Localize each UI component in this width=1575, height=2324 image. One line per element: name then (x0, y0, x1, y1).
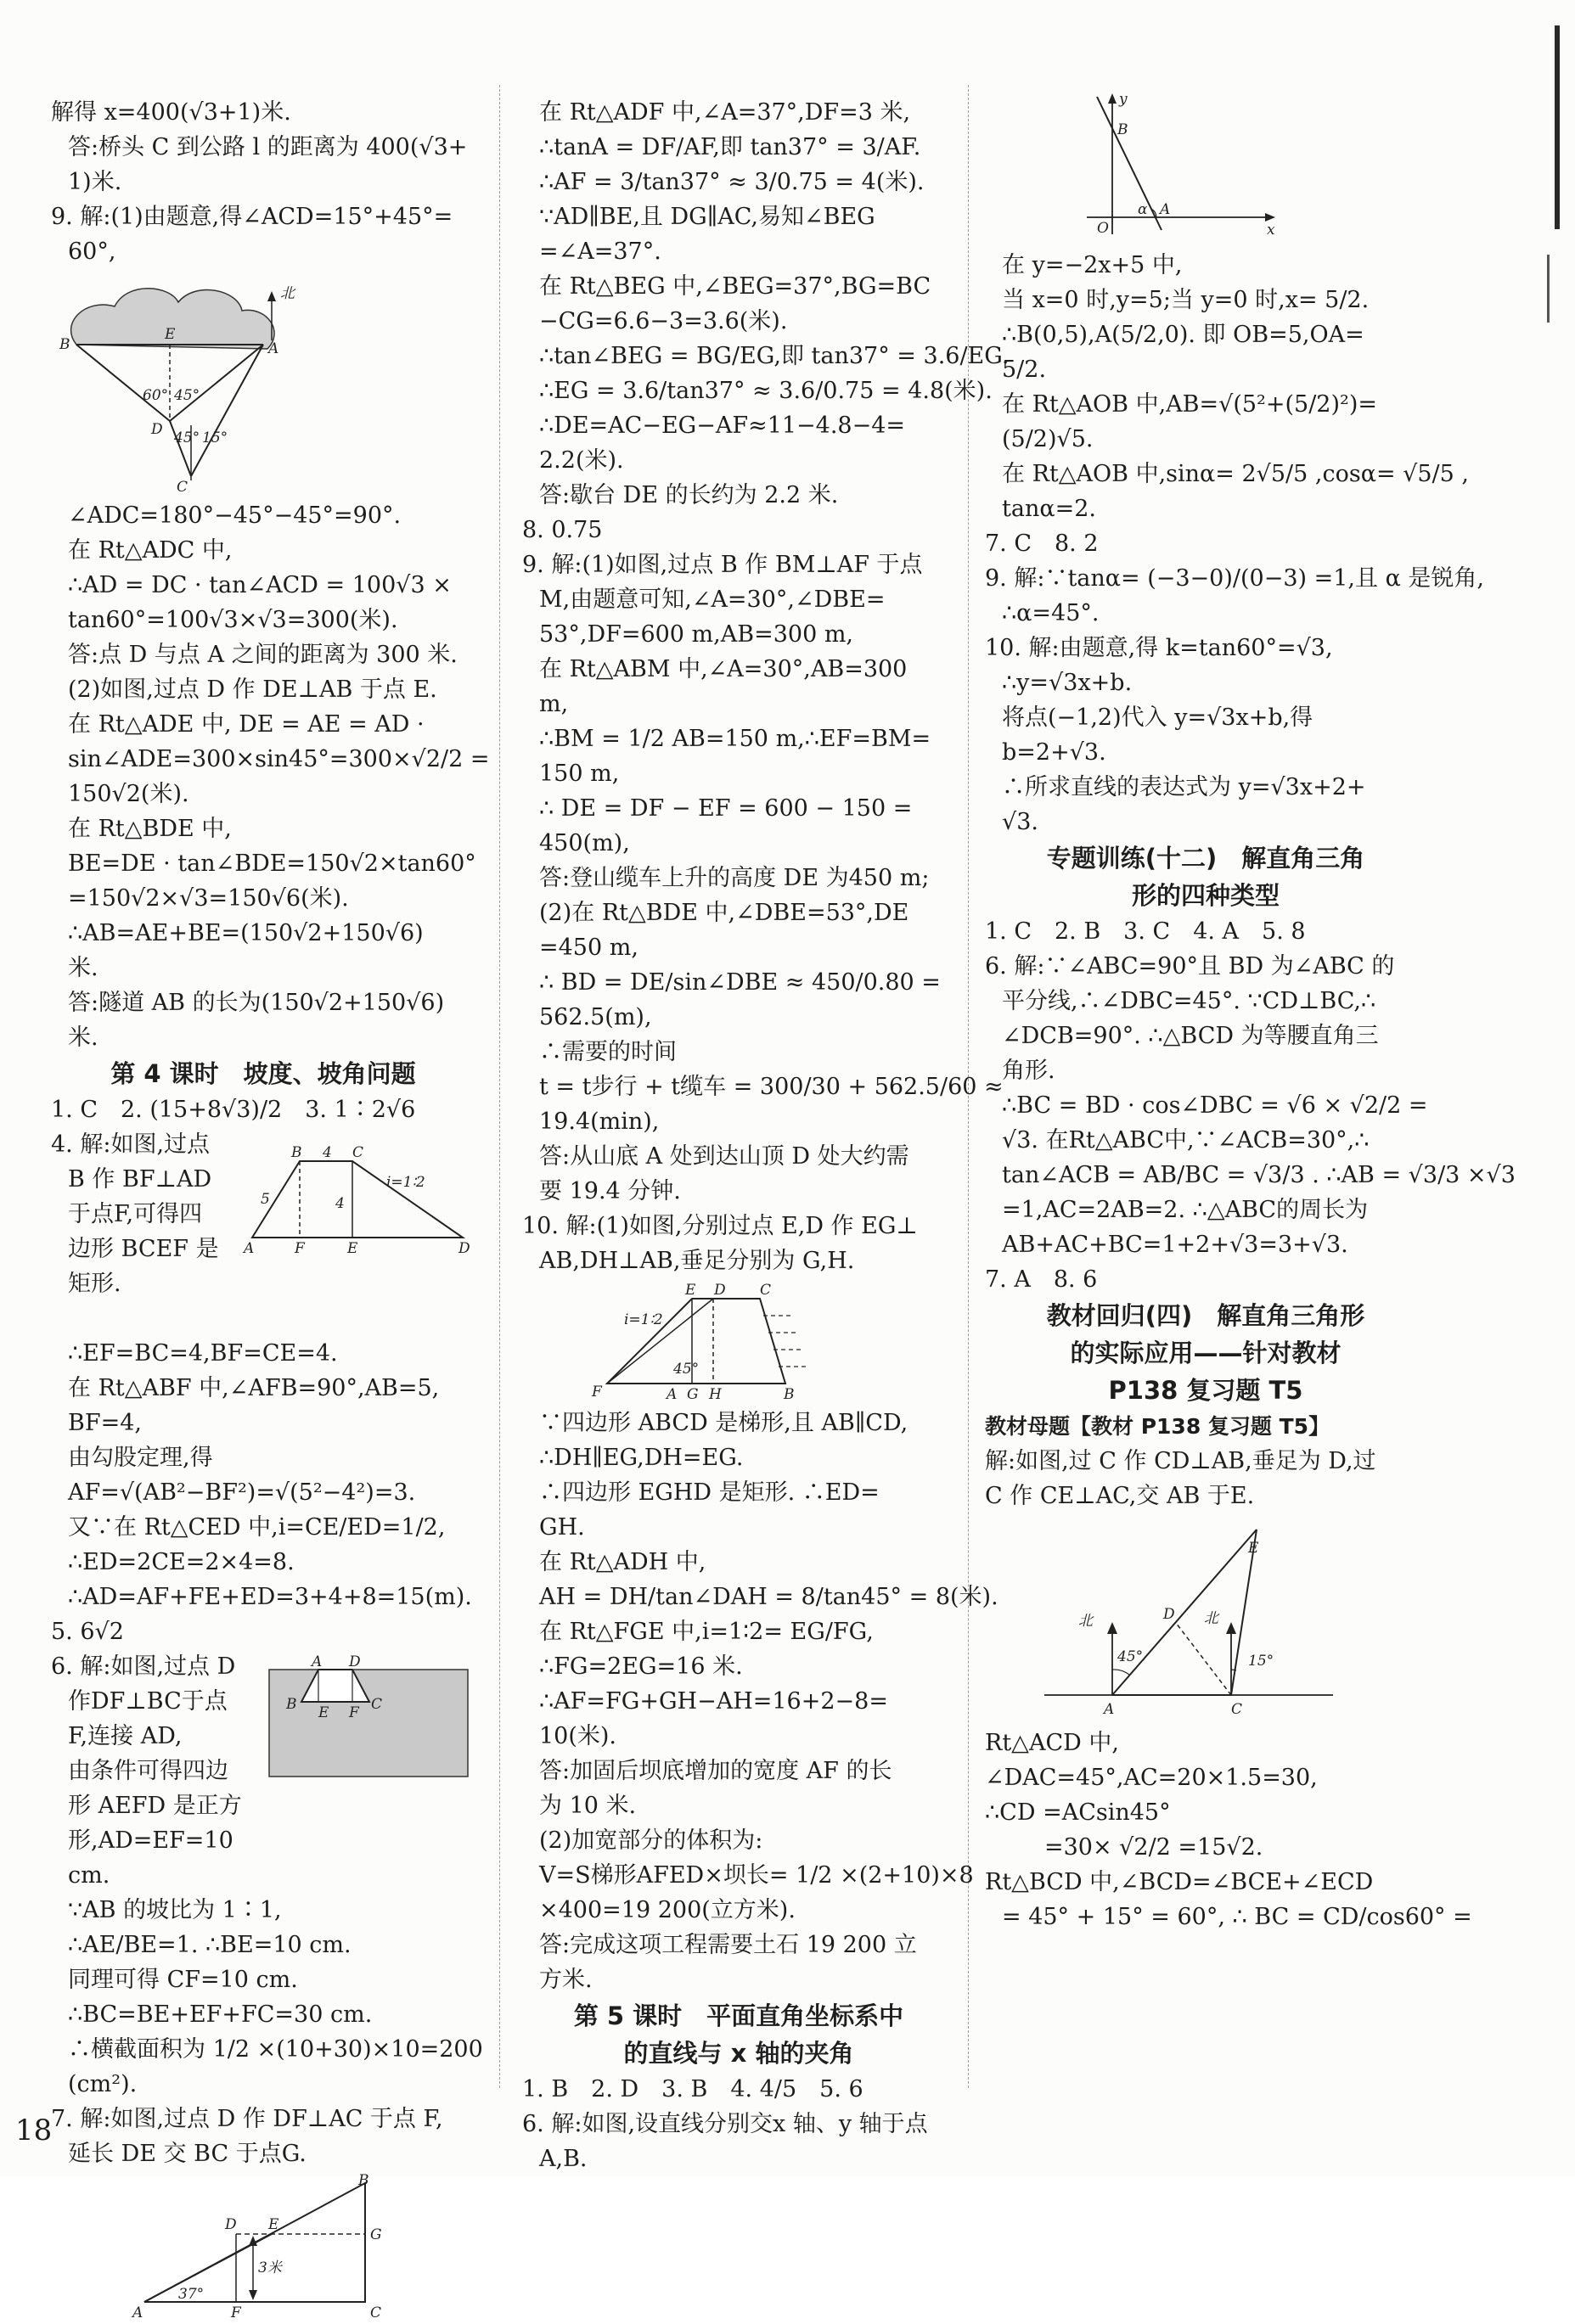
fig-label: D (458, 1240, 470, 1257)
fig-label: E (318, 1704, 329, 1721)
textbook-subheading: 教材母题【教材 P138 复习题 T5】 (985, 1414, 1330, 1439)
text-line: 答:隧道 AB 的长为(150√2+150√6) (68, 990, 445, 1016)
text-line: 在 Rt△FGE 中,i=1∶2= EG/FG, (539, 1619, 874, 1645)
solution-block (51, 498, 490, 1055)
text-line: BE=DE · tan∠BDE=150√2×tan60° (68, 850, 476, 877)
text-line: 1)米. (68, 169, 122, 195)
solution-block (985, 1444, 1426, 1513)
text-line: 将点(−1,2)代入 y=√3x+b,得 (1002, 704, 1313, 731)
text-line: 边形 BCEF 是 (68, 1236, 219, 1262)
text-line: 答:点 D 与点 A 之间的距离为 300 米. (68, 642, 458, 668)
section-heading: 教材回归(四) 解直角三角形 (1046, 1301, 1365, 1330)
text-line: AB+AC+BC=1+2+√3=3+√3. (1002, 1232, 1348, 1258)
fig-label: C (352, 1144, 364, 1161)
text-line: 在 Rt△ADF 中,∠A=37°,DF=3 米, (539, 99, 911, 126)
text-line: √3. 在Rt△ABC中,∵∠ACB=30°,∴ (1002, 1127, 1370, 1154)
text-line: 答:登山缆车上升的高度 DE 为450 m; (539, 865, 930, 891)
fig-label: x (1267, 222, 1275, 239)
text-line: 矩形. (68, 1271, 121, 1297)
fig-label: D (1163, 1606, 1175, 1623)
text-line: 方米. (539, 1967, 593, 1993)
text-line: 150 m, (539, 761, 620, 787)
fig-label: C (1231, 1701, 1243, 1718)
text-line: 角形. (1002, 1058, 1055, 1084)
section-heading: 专题训练(十二) 解直角三角 (1046, 844, 1365, 873)
fig-label: B (1117, 121, 1128, 138)
text-line: 2.2(米). (539, 447, 624, 474)
column-2 (522, 95, 1010, 2176)
text-line: (5/2)√5. (1002, 426, 1094, 452)
text-line: 7. 解:如图,过点 D 作 DF⊥AC 于点 F, (51, 2106, 443, 2132)
fig-label: B (286, 1696, 297, 1713)
text-line: √3. (1002, 809, 1038, 835)
fig-label: E (165, 326, 176, 343)
text-line: 米. (68, 955, 98, 981)
text-line: ∴ DE = DF − EF = 600 − 150 = (539, 795, 913, 822)
text-line: ∴y=√3x+b. (1002, 670, 1133, 696)
column-divider (499, 85, 500, 2088)
text-line: ∴DH∥EG,DH=EG. (539, 1445, 744, 1471)
text-line: ∴所求直线的表达式为 y=√3x+2+ (1002, 774, 1366, 800)
fig-label: 北 (1204, 1610, 1218, 1627)
text-line: 9. 解:(1)如图,过点 B 作 BM⊥AF 于点 (522, 552, 923, 578)
text-line: ∴tanA = DF/AF,即 tan37° = 3/AF. (539, 134, 921, 160)
text-line: cm. (68, 1862, 110, 1889)
text-line: 10. 解:由题意,得 k=tan60°=√3, (985, 635, 1333, 661)
text-line: Rt△BCD 中,∠BCD=∠BCE+∠ECD (985, 1869, 1374, 1895)
solution-block (522, 95, 1010, 1278)
fig-label: 15° (1248, 1653, 1274, 1670)
text-line: 53°,DF=600 m,AB=300 m, (539, 621, 854, 648)
fig-label: 45° (673, 1361, 700, 1378)
fig-label: F (592, 1384, 602, 1401)
section-heading: P138 复习题 T5 (1108, 1376, 1303, 1405)
text-line: ∠DCB=90°. ∴△BCD 为等腰直角三 (1002, 1023, 1379, 1049)
text-line: 在 Rt△AOB 中,AB=√(5²+(5/2)²)= (1002, 391, 1377, 418)
text-line: (2)在 Rt△BDE 中,∠DBE=53°,DE (539, 900, 909, 926)
problem-4-block (51, 1127, 475, 1336)
fig-label: F (349, 1704, 359, 1721)
fig-label: 45° (1117, 1648, 1144, 1665)
text-line: C 作 CE⊥AC,交 AB 于E. (985, 1483, 1255, 1509)
figure-T5-bearing (1036, 1517, 1426, 1721)
text-line: ∴AD = DC · tan∠ACD = 100√3 × (68, 572, 452, 598)
fig-label: 37° (178, 2286, 205, 2303)
text-line: BF=4, (68, 1410, 142, 1436)
text-line: 由勾股定理,得 (68, 1445, 213, 1471)
text-line: 10. 解:(1)如图,分别过点 E,D 作 EG⊥ (522, 1213, 918, 1239)
fig-label: α (1138, 201, 1148, 218)
text-line: −CG=6.6−3=3.6(米). (539, 308, 788, 334)
page-edge-mark (1547, 255, 1550, 323)
text-line: ∴BC = BD · cos∠DBC = √6 × √2/2 = (1002, 1092, 1428, 1119)
text-line: 10(米). (539, 1723, 617, 1749)
fig-label: F (295, 1240, 305, 1257)
section-heading: 的实际应用——针对教材 (1070, 1339, 1342, 1367)
text-line: (2)加宽部分的体积为: (539, 1827, 763, 1854)
fig-label: 4 (335, 1195, 345, 1212)
text-line: =30× √2/2 =15√2. (1044, 1834, 1263, 1861)
text-line: 在 Rt△ADC 中, (68, 537, 233, 564)
text-line: ×400=19 200(立方米). (539, 1897, 796, 1923)
text-line: =450 m, (539, 935, 638, 961)
fig-label: 45° (174, 429, 200, 446)
text-line: ∴四边形 EGHD 是矩形. ∴ED= (539, 1479, 880, 1506)
text-line: 在 Rt△BEG 中,∠BEG=37°,BG=BC (539, 273, 931, 300)
text-line: tan60°=100√3×√3=300(米). (68, 607, 398, 633)
fig-label: i=1∶2 (624, 1311, 663, 1328)
text-line: 同理可得 CF=10 cm. (68, 1967, 298, 1993)
fig-label: 60° (143, 387, 169, 404)
figure-6-cross-section (267, 1651, 471, 1778)
text-line: 5. 6√2 (51, 1619, 124, 1645)
text-line: ∴CD =ACsin45° (985, 1799, 1171, 1826)
fig-label: i=1∶2 (386, 1174, 425, 1191)
figure-6-line-axes (1078, 90, 1426, 243)
text-line: 平分线,∴∠DBC=45°. ∵CD⊥BC,∴ (1002, 988, 1376, 1014)
text-line: 答:歇台 DE 的长约为 2.2 米. (539, 482, 839, 508)
text-line: = 45° + 15° = 60°, ∴ BC = CD/cos60° = (1002, 1904, 1472, 1930)
text-line: ∴B(0,5),A(5/2,0). 即 OB=5,OA= (1002, 322, 1364, 348)
text-line: ∴AE/BE=1. ∴BE=10 cm. (68, 1932, 352, 1958)
figure-4-trapezoid (242, 1144, 475, 1255)
fig-label: D (225, 2216, 237, 2233)
text-line: b=2+√3. (1002, 739, 1106, 766)
text-line: ∠DAC=45°,AC=20×1.5=30, (985, 1765, 1318, 1791)
fig-label: 4 (323, 1144, 332, 1161)
fig-label: D (714, 1282, 726, 1299)
fig-label: A (268, 340, 279, 357)
text-line: 解:如图,过 C 作 CD⊥AB,垂足为 D,过 (985, 1448, 1376, 1474)
text-line: 450(m), (539, 830, 630, 856)
text-line: B 作 BF⊥AD (68, 1166, 212, 1193)
text-line: tan∠ACB = AB/BC = √3/3 . ∴AB = √3/3 ×√3 (1002, 1162, 1516, 1188)
solution-block (51, 95, 475, 269)
text-line: GH. (539, 1514, 585, 1541)
figure-9-tunnel (51, 272, 475, 496)
text-line: 形,AD=EF=10 (68, 1827, 233, 1854)
fig-label: C (370, 2304, 382, 2321)
fig-label: E (685, 1282, 696, 1299)
section-heading: 第 4 课时 坡度、坡角问题 (110, 1059, 416, 1088)
fig-label: B (291, 1144, 302, 1161)
text-line: ∵AB 的坡比为 1∶1, (68, 1897, 282, 1923)
solution-block (522, 2072, 955, 2176)
text-line: AB,DH⊥AB,垂足分别为 G,H. (539, 1248, 855, 1274)
figure-7-stairs (51, 2172, 475, 2321)
fig-label: G (687, 1386, 699, 1403)
fig-label: 北 (280, 285, 295, 302)
fig-label: O (1097, 220, 1109, 237)
text-line: 又∵在 Rt△CED 中,i=CE/ED=1/2, (68, 1514, 446, 1541)
text-line: ∴BC=BE+EF+FC=30 cm. (68, 2001, 373, 2028)
section-heading: 形的四种类型 (1131, 881, 1280, 910)
text-line: ∴FG=2EG=16 米. (539, 1653, 743, 1680)
fig-label: F (231, 2304, 241, 2321)
text-line: 8. 0.75 (522, 517, 603, 543)
text-line: ∴需要的时间 (539, 1039, 677, 1065)
fig-label: 3米 (258, 2259, 282, 2276)
text-line: 作DF⊥BC于点 (68, 1688, 228, 1715)
text-line: 6. 解:如图,设直线分别交x 轴、y 轴于点 (522, 2111, 928, 2137)
problem-6-block (51, 1649, 475, 1893)
text-line: 米. (68, 1024, 98, 1051)
fig-label: E (1248, 1540, 1259, 1557)
text-line: F,连接 AD, (68, 1723, 183, 1749)
text-line: m, (539, 691, 569, 717)
text-line: 由条件可得四边 (68, 1758, 228, 1784)
fig-label: E (347, 1240, 358, 1257)
text-line: 答:从山底 A 处到达山顶 D 处大约需 (539, 1143, 909, 1170)
section-heading: 的直线与 x 轴的夹角 (623, 2039, 854, 2068)
text-line: 在 Rt△BDE 中, (68, 816, 232, 842)
column-3 (985, 91, 1516, 1934)
text-line: 要 19.4 分钟. (539, 1178, 681, 1204)
text-line: ∴AD=AF+FE+ED=3+4+8=15(m). (68, 1584, 472, 1610)
fig-label: B (358, 2172, 369, 2189)
text-line: 在 Rt△AOB 中,sinα= 2√5/5 ,cosα= √5/5 , (1002, 461, 1469, 487)
text-line: ∴横截面积为 1/2 ×(10+30)×10=200 (68, 2036, 483, 2063)
fig-label: 5 (261, 1191, 270, 1208)
fig-label: A (132, 2304, 143, 2321)
text-line: ∵四边形 ABCD 是梯形,且 AB∥CD, (539, 1410, 908, 1436)
solution-block (985, 914, 1516, 1297)
text-line: 解得 x=400(√3+1)米. (51, 99, 291, 126)
text-line: 当 x=0 时,y=5;当 y=0 时,x= 5/2. (1002, 287, 1370, 313)
text-line: =1,AC=2AB=2. ∴△ABC的周长为 (1002, 1197, 1369, 1223)
fig-label: A (1160, 201, 1171, 218)
text-line: ∴AF=FG+GH−AH=16+2−8= (539, 1688, 888, 1715)
text-line: =∠A=37°. (539, 239, 661, 265)
text-line: tanα=2. (1002, 496, 1096, 522)
text-line: t = t步行 + t缆车 = 300/30 + 562.5/60 ≈ (539, 1074, 1004, 1100)
page-number: 18 (15, 2113, 53, 2147)
fig-label: C (371, 1696, 383, 1713)
section-heading: 第 5 课时 平面直角坐标系中 (573, 2001, 904, 2030)
text-line: ∴DE=AC−EG−AF≈11−4.8−4= (539, 413, 906, 439)
text-line: 答:完成这项工程需要土石 19 200 立 (539, 1932, 917, 1958)
text-line: sin∠ADE=300×sin45°=300×√2/2 = (68, 746, 490, 772)
text-line: (cm²). (68, 2071, 138, 2097)
text-line: 5/2. (1002, 356, 1047, 383)
text-line: V=S梯形AFED×坝长= 1/2 ×(2+10)×8 (539, 1862, 974, 1889)
figure-10-dam (590, 1282, 955, 1401)
fig-label: A (312, 1653, 323, 1670)
text-line: ∴AB=AE+BE=(150√2+150√6) (68, 920, 424, 946)
text-line: 1. B 2. D 3. B 4. 4/5 5. 6 (522, 2076, 863, 2102)
text-line: ∴tan∠BEG = BG/EG,即 tan37° = 3.6/EG. (539, 343, 1010, 369)
fig-label: G (370, 2226, 382, 2243)
text-line: 在 Rt△ABF 中,∠AFB=90°,AB=5, (68, 1375, 440, 1401)
text-line: 延长 DE 交 BC 于点G. (68, 2141, 307, 2167)
text-line: ∵AD∥BE,且 DG∥AC,易知∠BEG (539, 204, 875, 230)
fig-label: 北 (1078, 1613, 1093, 1630)
text-line: 在 Rt△ABM 中,∠A=30°,AB=300 (539, 656, 908, 682)
fig-label: D (349, 1653, 361, 1670)
text-line: ∴ED=2CE=2×4=8. (68, 1549, 295, 1575)
text-line: 562.5(m), (539, 1004, 652, 1030)
text-line: ∠ADC=180°−45°−45°=90°. (68, 502, 402, 529)
solution-block (985, 248, 1484, 839)
column-1 (51, 95, 490, 2324)
fig-label: C (760, 1282, 772, 1299)
text-line: 7. A 8. 6 (985, 1266, 1098, 1293)
text-line: 在 y=−2x+5 中, (1002, 252, 1183, 278)
text-line: 为 10 米. (539, 1793, 637, 1819)
solution-block (51, 1092, 483, 2171)
text-line: ∴ BD = DE/sin∠DBE ≈ 450/0.80 = (539, 969, 941, 996)
text-line: 1. C 2. B 3. C 4. A 5. 8 (985, 918, 1306, 945)
text-line: ∴α=45°. (1002, 600, 1100, 626)
text-line: 在 Rt△ADH 中, (539, 1549, 706, 1575)
text-line: 6. 解:如图,过点 D (51, 1653, 236, 1680)
fig-label: A (667, 1386, 678, 1403)
text-line: 9. 解:∵tanα= (−3−0)/(0−3) =1,且 α 是锐角, (985, 565, 1484, 592)
text-line: 答:桥头 C 到公路 l 的距离为 400(√3+ (68, 134, 468, 160)
solution-block (522, 1406, 998, 1997)
fig-label: A (244, 1240, 255, 1257)
text-line: ∴EF=BC=4,BF=CE=4. (68, 1340, 338, 1367)
text-line: 60°, (68, 239, 116, 265)
text-line: ∴EG = 3.6/tan37° ≈ 3.6/0.75 = 4.8(米). (539, 378, 993, 404)
text-line: 19.4(min), (539, 1109, 660, 1135)
fig-label: A (1104, 1701, 1115, 1718)
fig-label: y (1119, 91, 1128, 108)
text-line: 形 AEFD 是正方 (68, 1793, 242, 1819)
text-line: 7. C 8. 2 (985, 530, 1099, 557)
fig-label: B (59, 336, 70, 353)
text-line: =150√2×√3=150√6(米). (68, 885, 349, 912)
text-line: 1. C 2. (15+8√3)/2 3. 1∶2√6 (51, 1097, 416, 1123)
text-line: 6. 解:∵∠ABC=90°且 BD 为∠ABC 的 (985, 953, 1395, 980)
fig-label: 45° (174, 387, 200, 404)
text-line: Rt△ACD 中, (985, 1730, 1119, 1756)
solution-block (985, 1726, 1472, 1934)
text-line: 150√2(米). (68, 781, 189, 807)
text-line: ∴BM = 1/2 AB=150 m,∴EF=BM= (539, 726, 931, 752)
text-line: M,由题意可知,∠A=30°,∠DBE= (539, 587, 886, 613)
fig-label: C (177, 479, 188, 496)
fig-label: E (268, 2216, 279, 2233)
fig-label: H (709, 1386, 722, 1403)
text-line: 在 Rt△ADE 中, DE = AE = AD · (68, 711, 425, 738)
text-line: AF=√(AB²−BF²)=√(5²−4²)=3. (68, 1479, 416, 1506)
text-line: (2)如图,过点 D 作 DE⊥AB 于点 E. (68, 676, 437, 703)
text-line: A,B. (539, 2146, 588, 2172)
text-line: 答:加固后坝底增加的宽度 AF 的长 (539, 1758, 892, 1784)
fig-label: 15° (202, 429, 228, 446)
text-line: ∴AF = 3/tan37° ≈ 3/0.75 = 4(米). (539, 169, 925, 195)
text-line: 于点F,可得四 (68, 1201, 203, 1227)
text-line: 4. 解:如图,过点 (51, 1131, 211, 1158)
text-line: 9. 解:(1)由题意,得∠ACD=15°+45°= (51, 204, 453, 230)
text-line: AH = DH/tan∠DAH = 8/tan45° = 8(米). (539, 1584, 998, 1610)
fig-label: B (784, 1386, 795, 1403)
page-edge-mark (1555, 25, 1560, 229)
fig-label: D (151, 421, 163, 438)
